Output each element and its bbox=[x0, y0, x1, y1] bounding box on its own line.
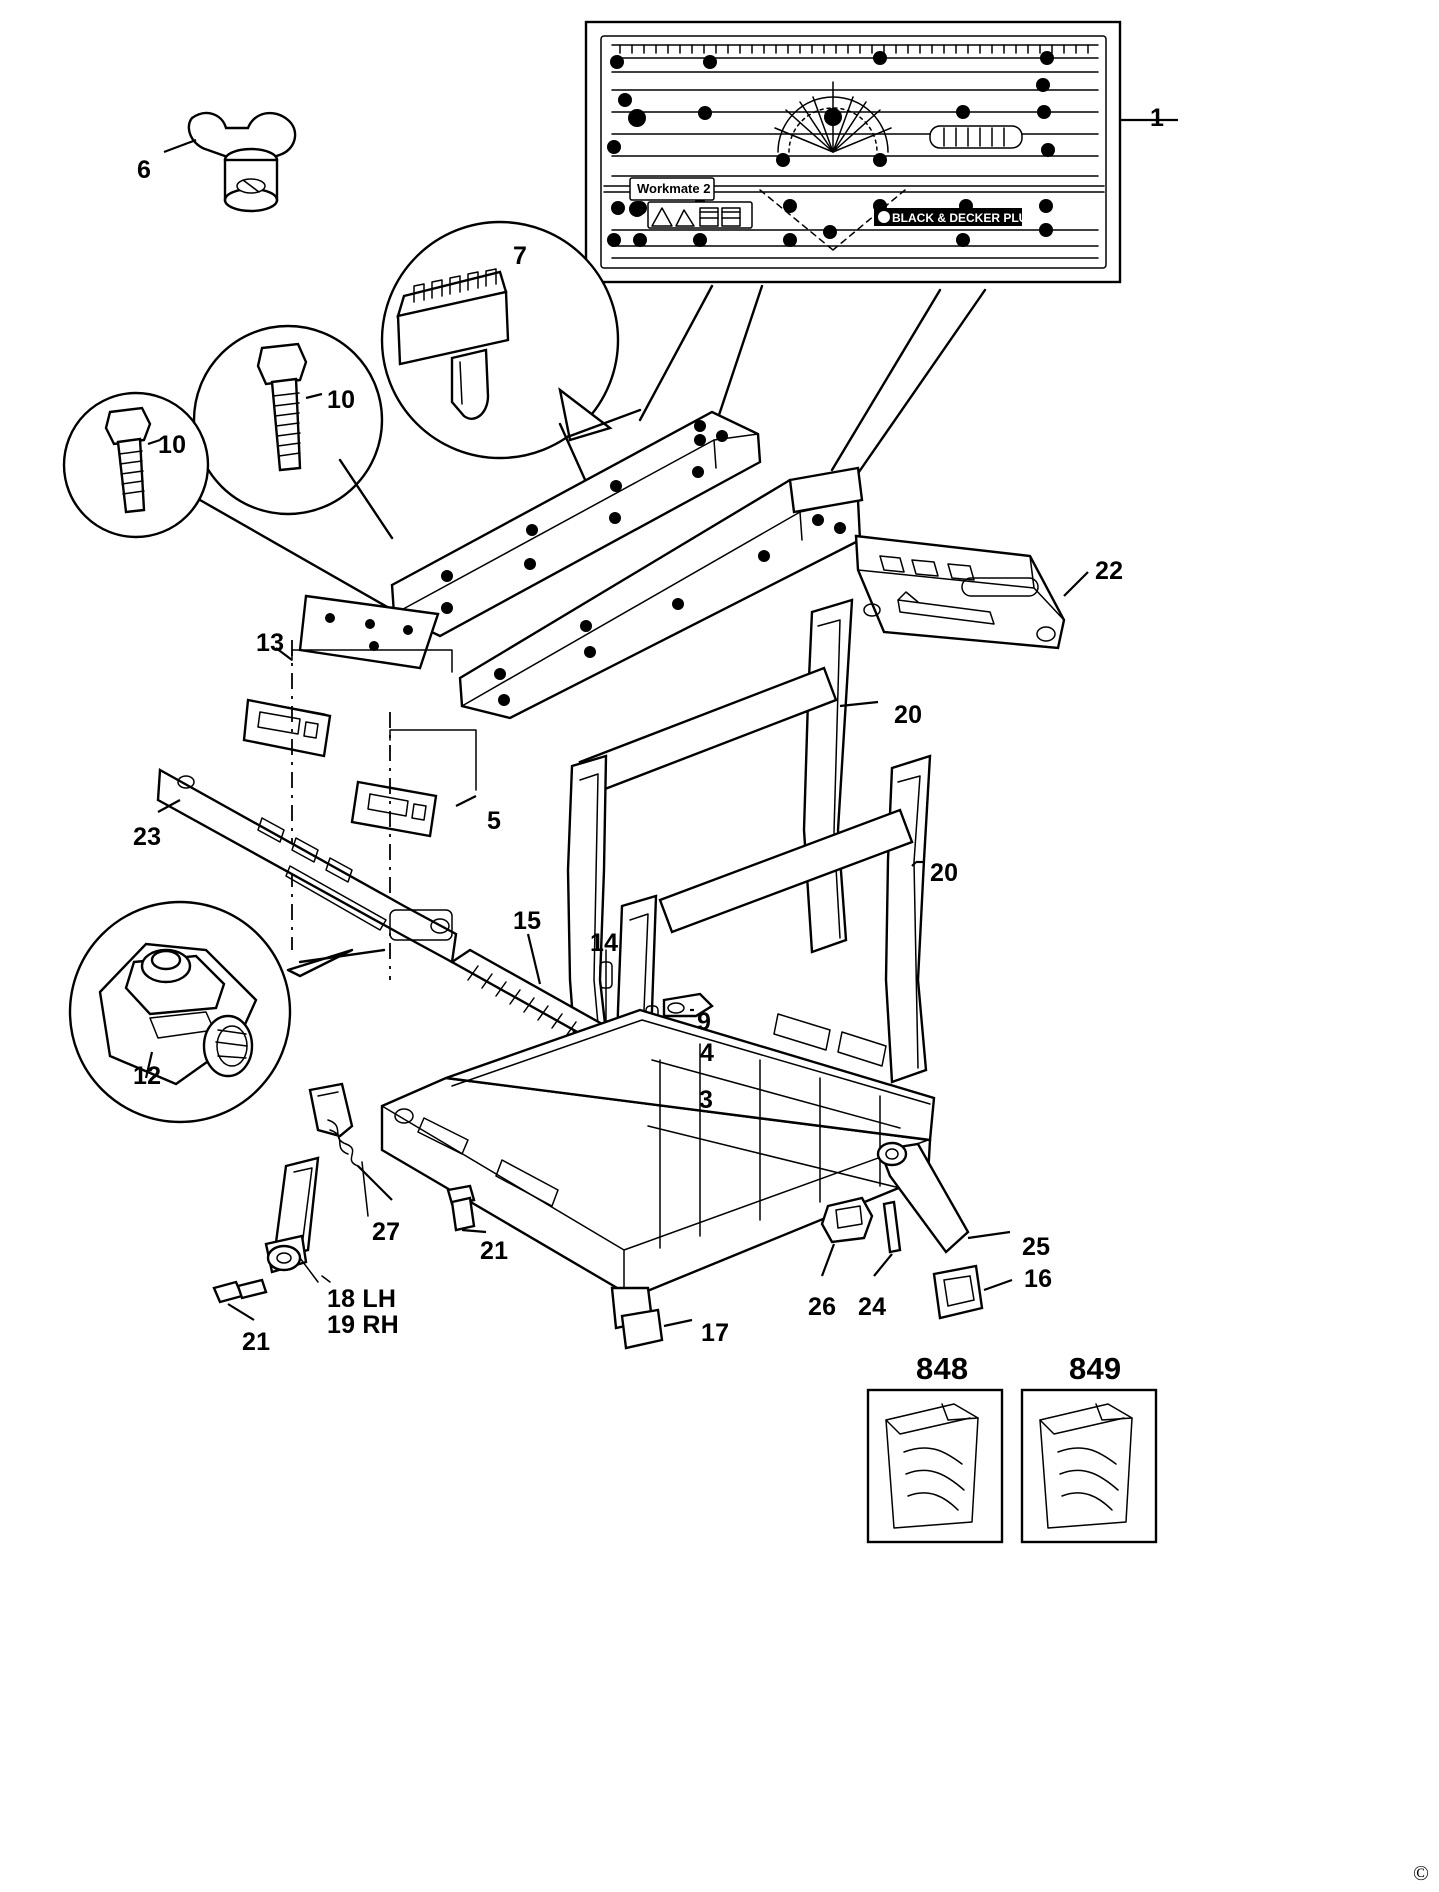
callout-9: 9 bbox=[697, 1008, 712, 1036]
worktop-model-label: Workmate 2 bbox=[637, 181, 711, 196]
callout-23: 23 bbox=[133, 823, 162, 851]
worktop-brand-label: BLACK & DECKER PLUS bbox=[892, 211, 1036, 225]
callout-5: 5 bbox=[487, 807, 502, 835]
part-22-swivel-arm-right bbox=[856, 536, 1088, 648]
callout-26: 26 bbox=[808, 1293, 837, 1321]
callout-14: 14 bbox=[590, 929, 619, 957]
callout-27: 27 bbox=[372, 1218, 401, 1246]
part-848-hardware-bag bbox=[868, 1390, 1002, 1542]
callout-18-lh: 18 LH bbox=[327, 1285, 397, 1313]
callout-6: 6 bbox=[137, 156, 152, 184]
callout-20-upper: 20 bbox=[894, 701, 923, 729]
callout-10-upper: 10 bbox=[327, 386, 356, 414]
callout-15: 15 bbox=[513, 907, 542, 935]
part-24-pin bbox=[884, 1202, 900, 1252]
callout-1: 1 bbox=[1150, 104, 1165, 132]
part-5-jaw-block bbox=[352, 782, 436, 836]
part-1-worktop-inset bbox=[586, 22, 1178, 282]
part-6-crank-handle bbox=[164, 113, 295, 211]
callout-22: 22 bbox=[1095, 557, 1124, 585]
callout-10-lower: 10 bbox=[158, 431, 187, 459]
callout-20-lower: 20 bbox=[930, 859, 959, 887]
callout-3: 3 bbox=[699, 1086, 714, 1114]
part-10-bolt-balloon-upper bbox=[194, 326, 392, 538]
callout-7: 7 bbox=[513, 242, 528, 270]
part-26-clip bbox=[822, 1198, 872, 1242]
callout-21-left: 21 bbox=[242, 1328, 271, 1356]
callout-24: 24 bbox=[858, 1293, 887, 1321]
callout-25: 25 bbox=[1022, 1233, 1051, 1261]
callout-848: 848 bbox=[916, 1351, 969, 1386]
part-849-hardware-bag bbox=[1022, 1390, 1156, 1542]
callout-17: 17 bbox=[701, 1319, 730, 1347]
callout-849: 849 bbox=[1069, 1351, 1122, 1386]
callout-19-rh: 19 RH bbox=[327, 1311, 399, 1339]
base-frame bbox=[382, 1010, 934, 1348]
callout-21-front: 21 bbox=[480, 1237, 509, 1265]
callout-4: 4 bbox=[700, 1039, 715, 1067]
copyright-symbol: © bbox=[1413, 1861, 1429, 1885]
callout-12: 12 bbox=[133, 1062, 162, 1090]
callout-16: 16 bbox=[1024, 1265, 1053, 1293]
callout-13: 13 bbox=[256, 629, 285, 657]
